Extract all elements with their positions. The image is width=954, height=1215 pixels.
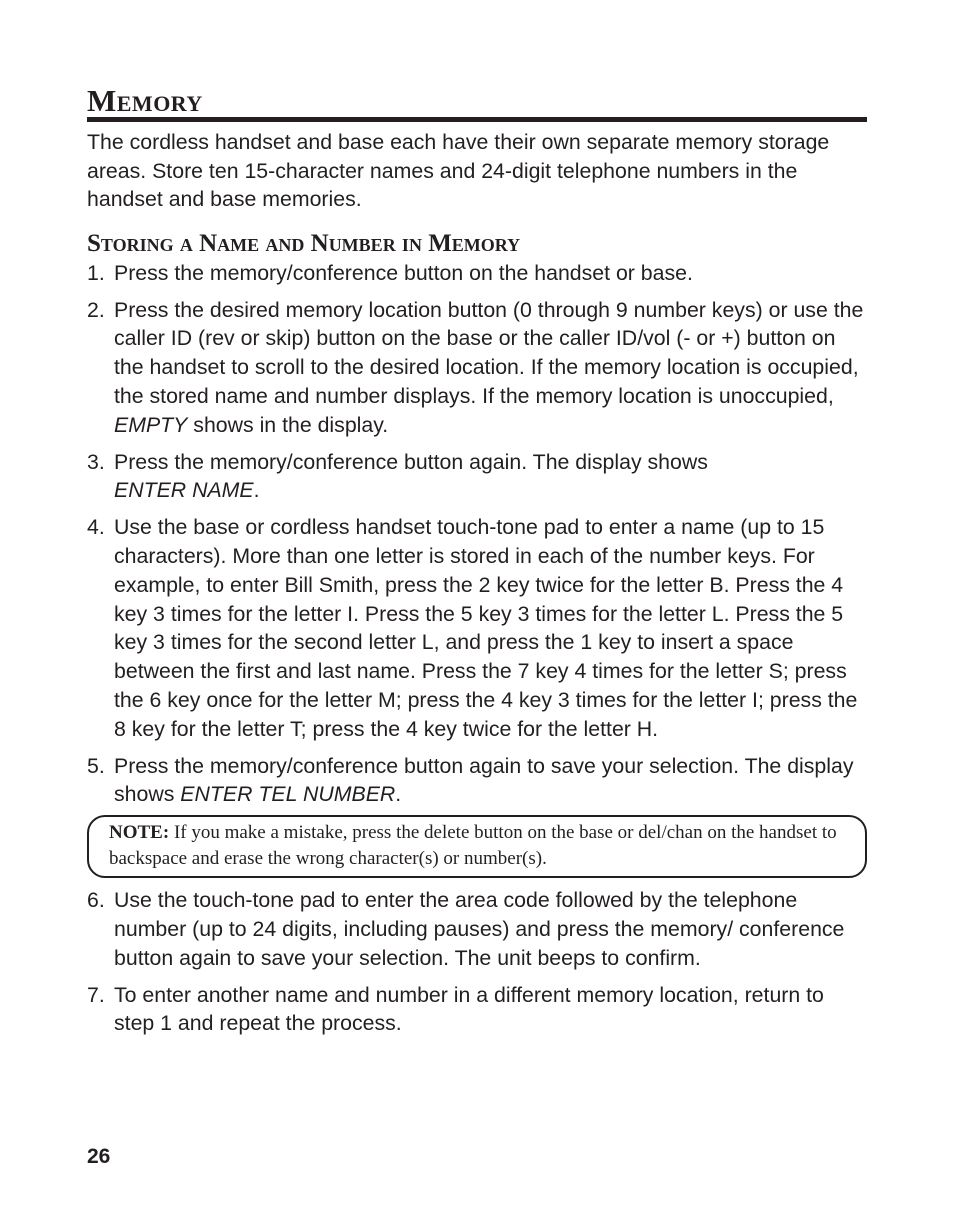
- manual-page: [87, 84, 867, 1038]
- heading-rule: [87, 117, 867, 122]
- display-message: ENTER NAME: [114, 478, 254, 503]
- step-number: 3.: [87, 449, 105, 474]
- step-6: [87, 886, 867, 972]
- step-text: Press the memory/conference button again to save your selection. The display shows: [114, 753, 854, 807]
- step-2: [87, 296, 867, 440]
- note-label: NOTE:: [109, 822, 170, 844]
- display-message: EMPTY: [114, 412, 188, 437]
- step-number: 7.: [87, 982, 105, 1007]
- intro-paragraph: The cordless handset and base each have their own separate memory storage areas. Store ten 15-character names and 24-digit telephone numbers in the handset and base memories.: [87, 130, 830, 212]
- step-text-after: shows in the display.: [187, 412, 389, 437]
- step-3: [87, 448, 867, 506]
- step-5: [87, 752, 867, 810]
- display-message: ENTER TEL NUMBER: [180, 782, 396, 807]
- step-number: 4.: [87, 515, 105, 540]
- step-number: 6.: [87, 888, 105, 913]
- step-text: Press the desired memory location button (0 through 9 number keys) or use the caller ID (rev or skip) button on the base or the caller ID/vol (- or +) button on the handset to scroll to the desired location. If the memory location is occupied, the stored name and number displays. If the memory location is unoccupied,: [114, 297, 864, 408]
- page-number: 26: [87, 1145, 111, 1168]
- step-text: Use the touch-tone pad to enter the area code followed by the telephone number (up to 24 digits, including pauses) and press the memory/ conference button again to save your selection. The unit beeps to confirm.: [114, 888, 845, 970]
- step-7: [87, 981, 867, 1039]
- step-text: Press the memory/conference button again. The display shows: [114, 449, 708, 474]
- step-4: [87, 513, 867, 743]
- step-text-after: .: [395, 782, 402, 807]
- note-box: [87, 815, 867, 878]
- note-text: If you make a mistake, press the delete button on the base or del/chan on the handset to backspace and erase the wrong character(s) or number(s).: [109, 822, 837, 870]
- subsection-heading: Storing a Name and Number in Memory: [87, 229, 521, 257]
- step-text: Use the base or cordless handset touch-tone pad to enter a name (up to 15 characters). More than one letter is stored in each of the number keys. For example, to enter Bill Smith, press the 2 key twice for the letter B. Press the 4 key 3 times for the letter I. Press the 5 key 3 times for the letter L. Press the 5 key 3 times for the second letter L, and press the 1 key to insert a space between the first and last name. Press the 7 key 4 times for the letter S; press the 6 key once for the letter M; press the 4 key 3 times for the letter I; press the 8 key for the letter T; press the 4 key twice for the letter H.: [114, 515, 858, 741]
- steps-list: [87, 259, 867, 809]
- step-text: Press the memory/conference button on the handset or base.: [114, 260, 693, 285]
- step-text-after: .: [253, 478, 260, 503]
- step-text: To enter another name and number in a different memory location, return to step 1 and repeat the process.: [114, 982, 824, 1036]
- steps-list-continued: [87, 886, 867, 1038]
- step-number: 2.: [87, 297, 105, 322]
- section-heading: Memory: [87, 83, 203, 118]
- step-number: 5.: [87, 753, 105, 778]
- step-number: 1.: [87, 260, 105, 285]
- step-1: [87, 259, 867, 288]
